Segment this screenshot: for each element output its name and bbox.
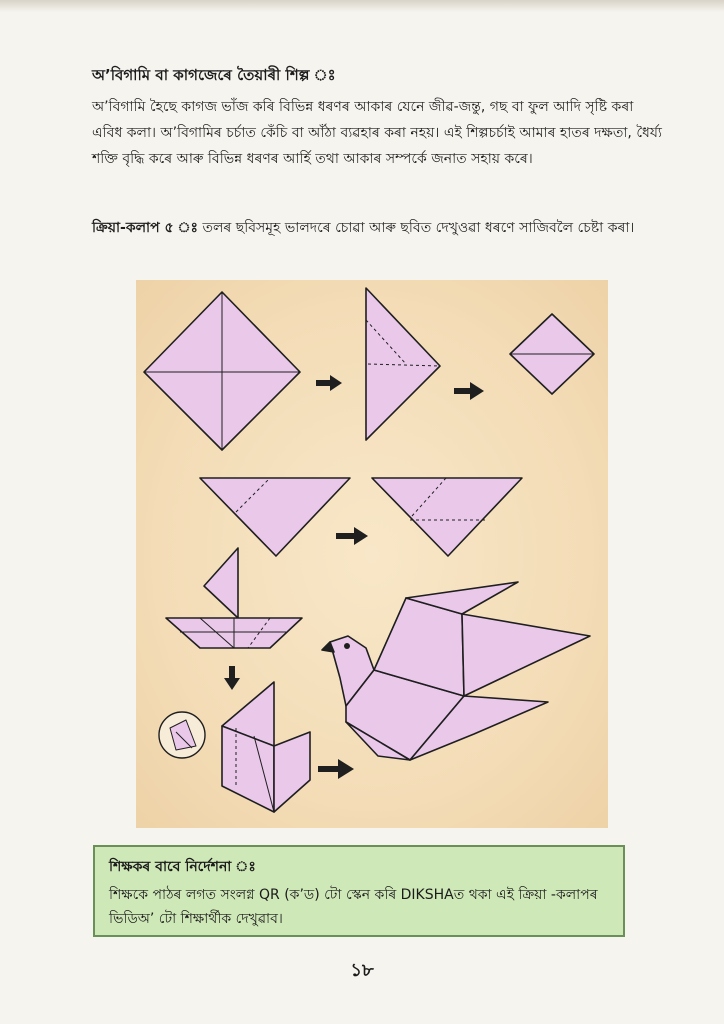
step-7-bird-folded	[222, 682, 310, 812]
teacher-note-text: শিক্ষকে পাঠৰ লগত সংলগ্ন QR (ক’ড) টো স্কেন কৰি DIKSHAত থকা এই ক্ৰিয়া -কলাপৰ ভিডিঅ’ টো শিক্ষাৰ্থীক দেখুৱাব।	[109, 887, 598, 927]
step-5-triangle-folds	[372, 478, 522, 556]
activity-text: তলৰ ছবিসমূহ ভালদৰে চোৱা আৰু ছবিত দেখুওৱা ধৰণে সাজিবলৈ চেষ্টা কৰা।	[202, 220, 635, 236]
step-6-boat-shape	[166, 548, 302, 648]
teacher-note-title: শিক্ষকৰ বাবে নিৰ্দেশনা ঃ	[109, 859, 256, 875]
arrow-right-icon	[336, 527, 368, 545]
teacher-note-box	[93, 845, 625, 937]
activity-instruction	[92, 214, 662, 242]
section-heading: অ’বিগামি বা কাগজেৰে তৈয়াৰী শিল্প ঃ	[92, 66, 336, 84]
arrow-right-icon	[318, 759, 354, 779]
step-1-square-diamond	[144, 292, 300, 450]
step-3-small-diamond	[510, 314, 594, 394]
arrow-right-icon	[454, 382, 484, 400]
fold-detail-circle	[159, 712, 205, 758]
arrow-down-icon	[224, 666, 240, 690]
intro-paragraph: অ’বিগামি হৈছে কাগজ ভাঁজ কৰি বিভিন্ন ধৰণৰ আকাৰ যেনে জীৱ-জন্তু, গছ বা ফুল আদি সৃষ্টি কৰা এবিধ কলা। অ’বিগামিৰ চৰ্চাত কেঁচি বা আঁঠা ব্যৱহাৰ কৰা নহয়। এই শিল্পচৰ্চাই আমাৰ হাতৰ দক্ষতা, ধৈৰ্য্য শক্তি বৃদ্ধি কৰে আৰু বিভিন্ন ধৰণৰ আৰ্হি তথা আকাৰ সম্পৰ্কে জনাত সহায় কৰে।	[92, 99, 662, 167]
step-2-folded-half	[366, 288, 440, 440]
page-top-shadow	[0, 0, 724, 12]
step-8-final-bird	[322, 582, 590, 760]
origami-steps-illustration	[136, 280, 608, 828]
origami-steps-figure	[136, 280, 608, 828]
arrow-right-icon	[316, 375, 342, 391]
step-4-triangle	[200, 478, 350, 556]
activity-label: ক্ৰিয়া-কলাপ ৫ ঃ	[92, 220, 199, 236]
page-number: ১৮	[350, 960, 374, 981]
